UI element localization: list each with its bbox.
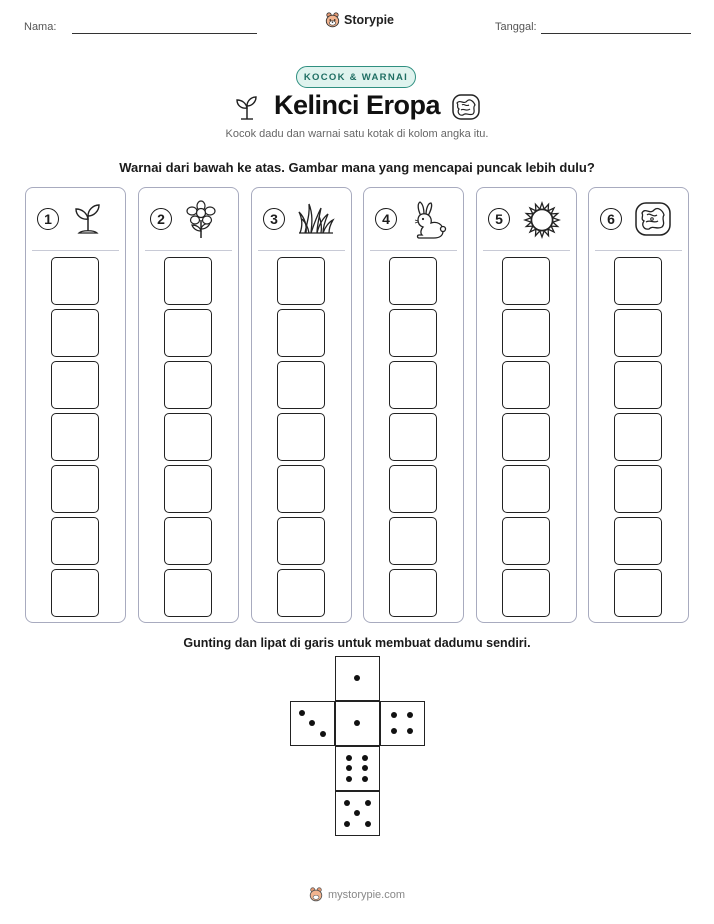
sun-ray <box>553 218 559 222</box>
grass-icon <box>297 200 335 236</box>
color-box[interactable] <box>164 309 212 357</box>
dice-pip <box>407 728 413 734</box>
column-number: 3 <box>263 208 285 230</box>
sun-ray <box>540 203 544 209</box>
column-number: 6 <box>600 208 622 230</box>
color-box[interactable] <box>164 517 212 565</box>
dice-pip <box>346 765 352 771</box>
column-icon-holder <box>409 200 447 245</box>
burrow-icon <box>451 93 481 121</box>
color-box[interactable] <box>164 257 212 305</box>
color-box[interactable] <box>389 569 437 617</box>
color-box[interactable] <box>502 413 550 461</box>
color-box[interactable] <box>614 361 662 409</box>
dice-pip <box>346 755 352 761</box>
color-box[interactable] <box>614 309 662 357</box>
color-box[interactable] <box>502 517 550 565</box>
column-divider <box>483 250 570 251</box>
column-icon-holder <box>297 200 335 241</box>
column-1 <box>25 187 126 623</box>
column-icon-holder <box>71 200 105 241</box>
color-box[interactable] <box>277 517 325 565</box>
dice-pip <box>365 821 371 827</box>
storypie-mascot-icon <box>309 887 323 902</box>
color-boxes <box>277 257 325 617</box>
color-box[interactable] <box>502 309 550 357</box>
color-box[interactable] <box>389 257 437 305</box>
dice-face-5[interactable] <box>335 791 380 836</box>
rabbit-icon <box>409 200 447 240</box>
dice-pip <box>346 776 352 782</box>
color-box[interactable] <box>164 465 212 513</box>
dice-pip <box>354 720 360 726</box>
color-boxes <box>51 257 99 617</box>
sun-ray <box>540 231 544 237</box>
color-box[interactable] <box>51 361 99 409</box>
column-header <box>26 188 125 250</box>
color-box[interactable] <box>164 361 212 409</box>
color-box[interactable] <box>277 361 325 409</box>
color-box[interactable] <box>277 569 325 617</box>
column-divider <box>258 250 345 251</box>
dice-pip <box>391 728 397 734</box>
color-boxes <box>614 257 662 617</box>
dice-pip <box>299 710 305 716</box>
column-header <box>589 188 688 250</box>
dice-pip <box>391 712 397 718</box>
color-box[interactable] <box>51 465 99 513</box>
color-box[interactable] <box>389 517 437 565</box>
column-6 <box>588 187 689 623</box>
dice-pip <box>309 720 315 726</box>
color-box[interactable] <box>51 517 99 565</box>
color-box[interactable] <box>51 413 99 461</box>
name-label: Nama: <box>24 21 57 33</box>
dice-face-6[interactable] <box>335 746 380 791</box>
brand-name: Storypie <box>344 13 395 27</box>
color-box[interactable] <box>389 309 437 357</box>
column-number: 4 <box>375 208 397 230</box>
column-header <box>252 188 351 250</box>
color-box[interactable] <box>614 257 662 305</box>
footer <box>0 887 714 902</box>
dice-pip <box>354 810 360 816</box>
sun-icon <box>522 200 562 240</box>
column-4 <box>363 187 464 623</box>
color-box[interactable] <box>502 361 550 409</box>
dice-pip <box>365 800 371 806</box>
dice-pip <box>320 731 326 737</box>
color-box[interactable] <box>51 309 99 357</box>
coloring-instruction: Warnai dari bawah ke atas. Gambar mana yang mencapai puncak lebih dulu? <box>119 160 595 175</box>
column-number: 2 <box>150 208 172 230</box>
dice-pip <box>344 800 350 806</box>
column-icon-holder <box>522 200 562 245</box>
activity-badge: KOCOK & WARNAI <box>296 66 416 88</box>
color-box[interactable] <box>614 517 662 565</box>
burrow-icon <box>634 200 672 238</box>
color-box[interactable] <box>164 569 212 617</box>
date-label: Tanggal: <box>495 21 537 33</box>
column-divider <box>595 250 682 251</box>
color-box[interactable] <box>502 257 550 305</box>
color-box[interactable] <box>164 413 212 461</box>
column-number: 5 <box>488 208 510 230</box>
color-box[interactable] <box>614 465 662 513</box>
cut-instruction: Gunting dan lipat di garis untuk membuat dadumu sendiri. <box>183 636 531 650</box>
color-box[interactable] <box>51 257 99 305</box>
dice-face-4[interactable] <box>380 701 425 746</box>
footer-site: mystorypie.com <box>327 888 406 901</box>
column-2 <box>138 187 239 623</box>
color-box[interactable] <box>277 413 325 461</box>
column-header <box>139 188 238 250</box>
flower-icon <box>184 200 218 240</box>
color-box[interactable] <box>502 465 550 513</box>
color-boxes <box>389 257 437 617</box>
dice-pip <box>354 675 360 681</box>
color-box[interactable] <box>389 465 437 513</box>
column-header <box>477 188 576 250</box>
storypie-logo <box>325 12 394 28</box>
sun-ray <box>525 218 531 222</box>
dice-face-3[interactable] <box>290 701 335 746</box>
color-box[interactable] <box>51 569 99 617</box>
dice-face-1[interactable] <box>335 656 380 701</box>
color-box[interactable] <box>277 465 325 513</box>
column-number: 1 <box>37 208 59 230</box>
color-box[interactable] <box>614 569 662 617</box>
color-box[interactable] <box>277 257 325 305</box>
column-divider <box>145 250 232 251</box>
dice-pip <box>362 776 368 782</box>
dice-pip <box>362 755 368 761</box>
dice-pip <box>344 821 350 827</box>
color-boxes <box>164 257 212 617</box>
date-line[interactable] <box>541 33 691 34</box>
column-header <box>364 188 463 250</box>
color-box[interactable] <box>277 309 325 357</box>
column-icon-holder <box>634 200 672 243</box>
color-box[interactable] <box>502 569 550 617</box>
name-line[interactable] <box>72 33 257 34</box>
dice-face-1[interactable] <box>335 701 380 746</box>
color-boxes <box>502 257 550 617</box>
color-box[interactable] <box>389 413 437 461</box>
column-icon-holder <box>184 200 218 245</box>
sprout-icon <box>71 200 105 236</box>
storypie-mascot-icon <box>325 12 340 28</box>
column-3 <box>251 187 352 623</box>
dice-pip <box>362 765 368 771</box>
column-5 <box>476 187 577 623</box>
dice-pip <box>407 712 413 718</box>
color-box[interactable] <box>389 361 437 409</box>
column-divider <box>32 250 119 251</box>
subtitle: Kocok dadu dan warnai satu kotak di kolom angka itu. <box>225 128 489 140</box>
page-title: Kelinci Eropa <box>273 90 441 120</box>
color-box[interactable] <box>614 413 662 461</box>
column-divider <box>370 250 457 251</box>
